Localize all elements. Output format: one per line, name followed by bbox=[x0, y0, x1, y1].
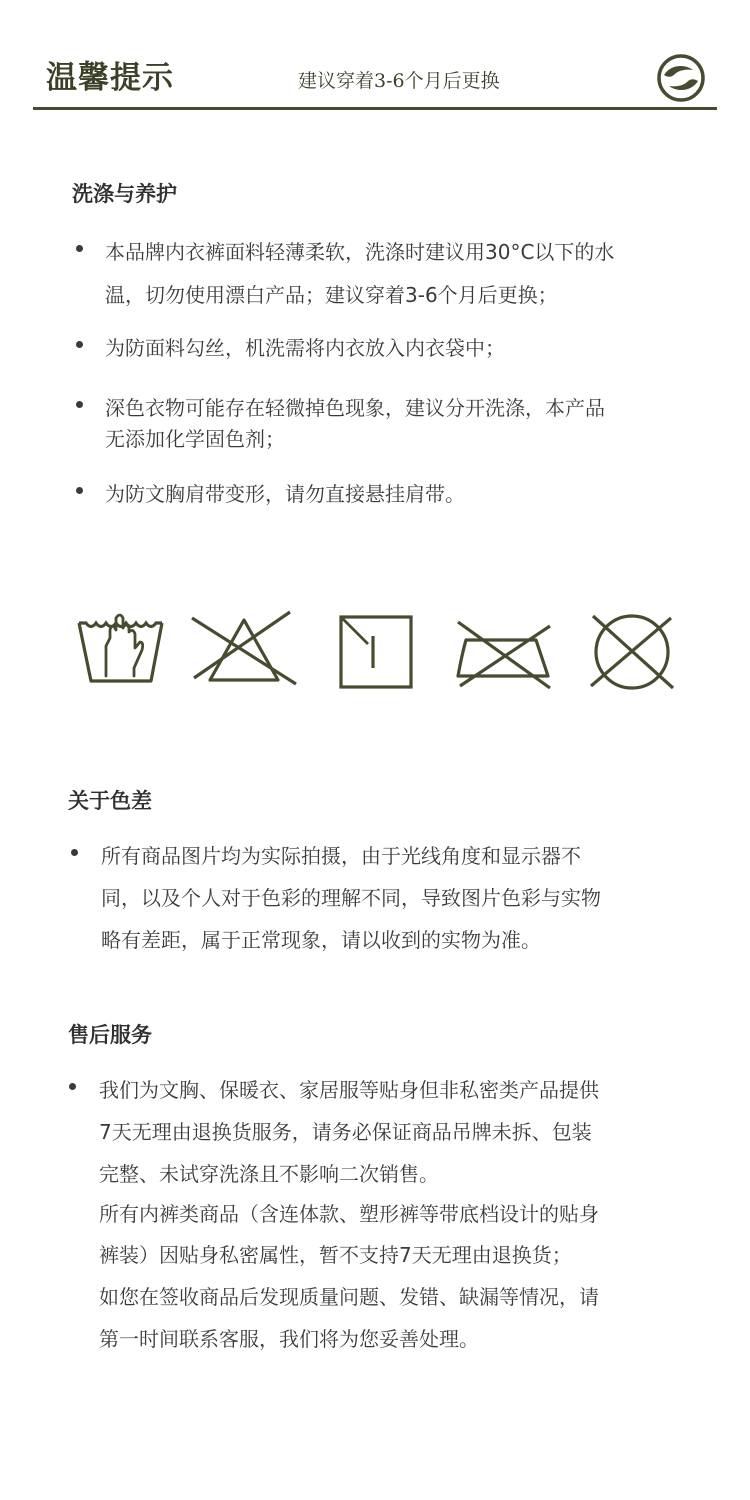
color-diff-line-2: 同，以及个人对于色彩的理解不同，导致图片色彩与实物 bbox=[101, 886, 601, 910]
color-diff-line-1: 所有商品图片均为实际拍摄，由于光线角度和显示器不 bbox=[101, 844, 581, 868]
after-sales-line-4: 所有内裤类商品（含连体款、塑形裤等带底档设计的贴身 bbox=[99, 1202, 599, 1226]
care-symbols-row bbox=[0, 600, 750, 710]
hand-wash-icon bbox=[76, 608, 166, 690]
care-item-3-line-1: 深色衣物可能存在轻微掉色现象，建议分开洗涤，本产品 bbox=[105, 396, 605, 420]
bullet-dot bbox=[76, 341, 83, 348]
care-heading: 洗涤与养护 bbox=[72, 182, 177, 206]
after-sales-line-3: 完整、未试穿洗涤且不影响二次销售。 bbox=[99, 1162, 439, 1186]
line-dry-icon bbox=[338, 614, 414, 690]
bullet-dot bbox=[76, 401, 83, 408]
header-divider bbox=[33, 107, 717, 110]
color-diff-heading: 关于色差 bbox=[68, 789, 152, 813]
after-sales-line-6: 如您在签收商品后发现质量问题、发错、缺漏等情况，请 bbox=[99, 1285, 599, 1309]
care-item-2-line-1: 为防面料勾丝，机洗需将内衣放入内衣袋中； bbox=[105, 336, 505, 360]
after-sales-line-7: 第一时间联系客服，我们将为您妥善处理。 bbox=[99, 1327, 479, 1351]
do-not-tumble-dry-icon bbox=[585, 610, 679, 694]
header bbox=[0, 0, 750, 110]
after-sales-line-5: 裤装）因贴身私密属性，暂不支持7天无理由退换货； bbox=[99, 1243, 572, 1267]
after-sales-line-1: 我们为文胸、保暖衣、家居服等贴身但非私密类产品提供 bbox=[99, 1078, 599, 1102]
page-subtitle: 建议穿着3-6个月后更换 bbox=[298, 70, 500, 92]
after-sales-heading: 售后服务 bbox=[68, 1023, 152, 1047]
color-diff-line-3: 略有差距，属于正常现象，请以收到的实物为准。 bbox=[101, 928, 541, 952]
bullet-dot bbox=[69, 1083, 76, 1090]
care-item-3-line-2: 无添加化学固色剂； bbox=[105, 427, 285, 451]
care-item-1-line-2: 温，切勿使用漂白产品；建议穿着3-6个月后更换； bbox=[105, 283, 558, 307]
do-not-iron-icon bbox=[454, 616, 554, 690]
bullet-dot bbox=[76, 487, 83, 494]
care-item-4-line-1: 为防文胸肩带变形，请勿直接悬挂肩带。 bbox=[105, 482, 465, 506]
do-not-bleach-icon bbox=[186, 606, 302, 690]
care-item-1-line-1: 本品牌内衣裤面料轻薄柔软，洗涤时建议用30°C以下的水 bbox=[105, 240, 615, 264]
bullet-dot bbox=[71, 849, 78, 856]
page-title: 温馨提示 bbox=[46, 60, 174, 96]
brand-logo-icon bbox=[655, 52, 707, 104]
bullet-dot bbox=[76, 245, 83, 252]
after-sales-line-2: 7天无理由退换货服务，请务必保证商品吊牌未拆、包装 bbox=[99, 1120, 592, 1144]
